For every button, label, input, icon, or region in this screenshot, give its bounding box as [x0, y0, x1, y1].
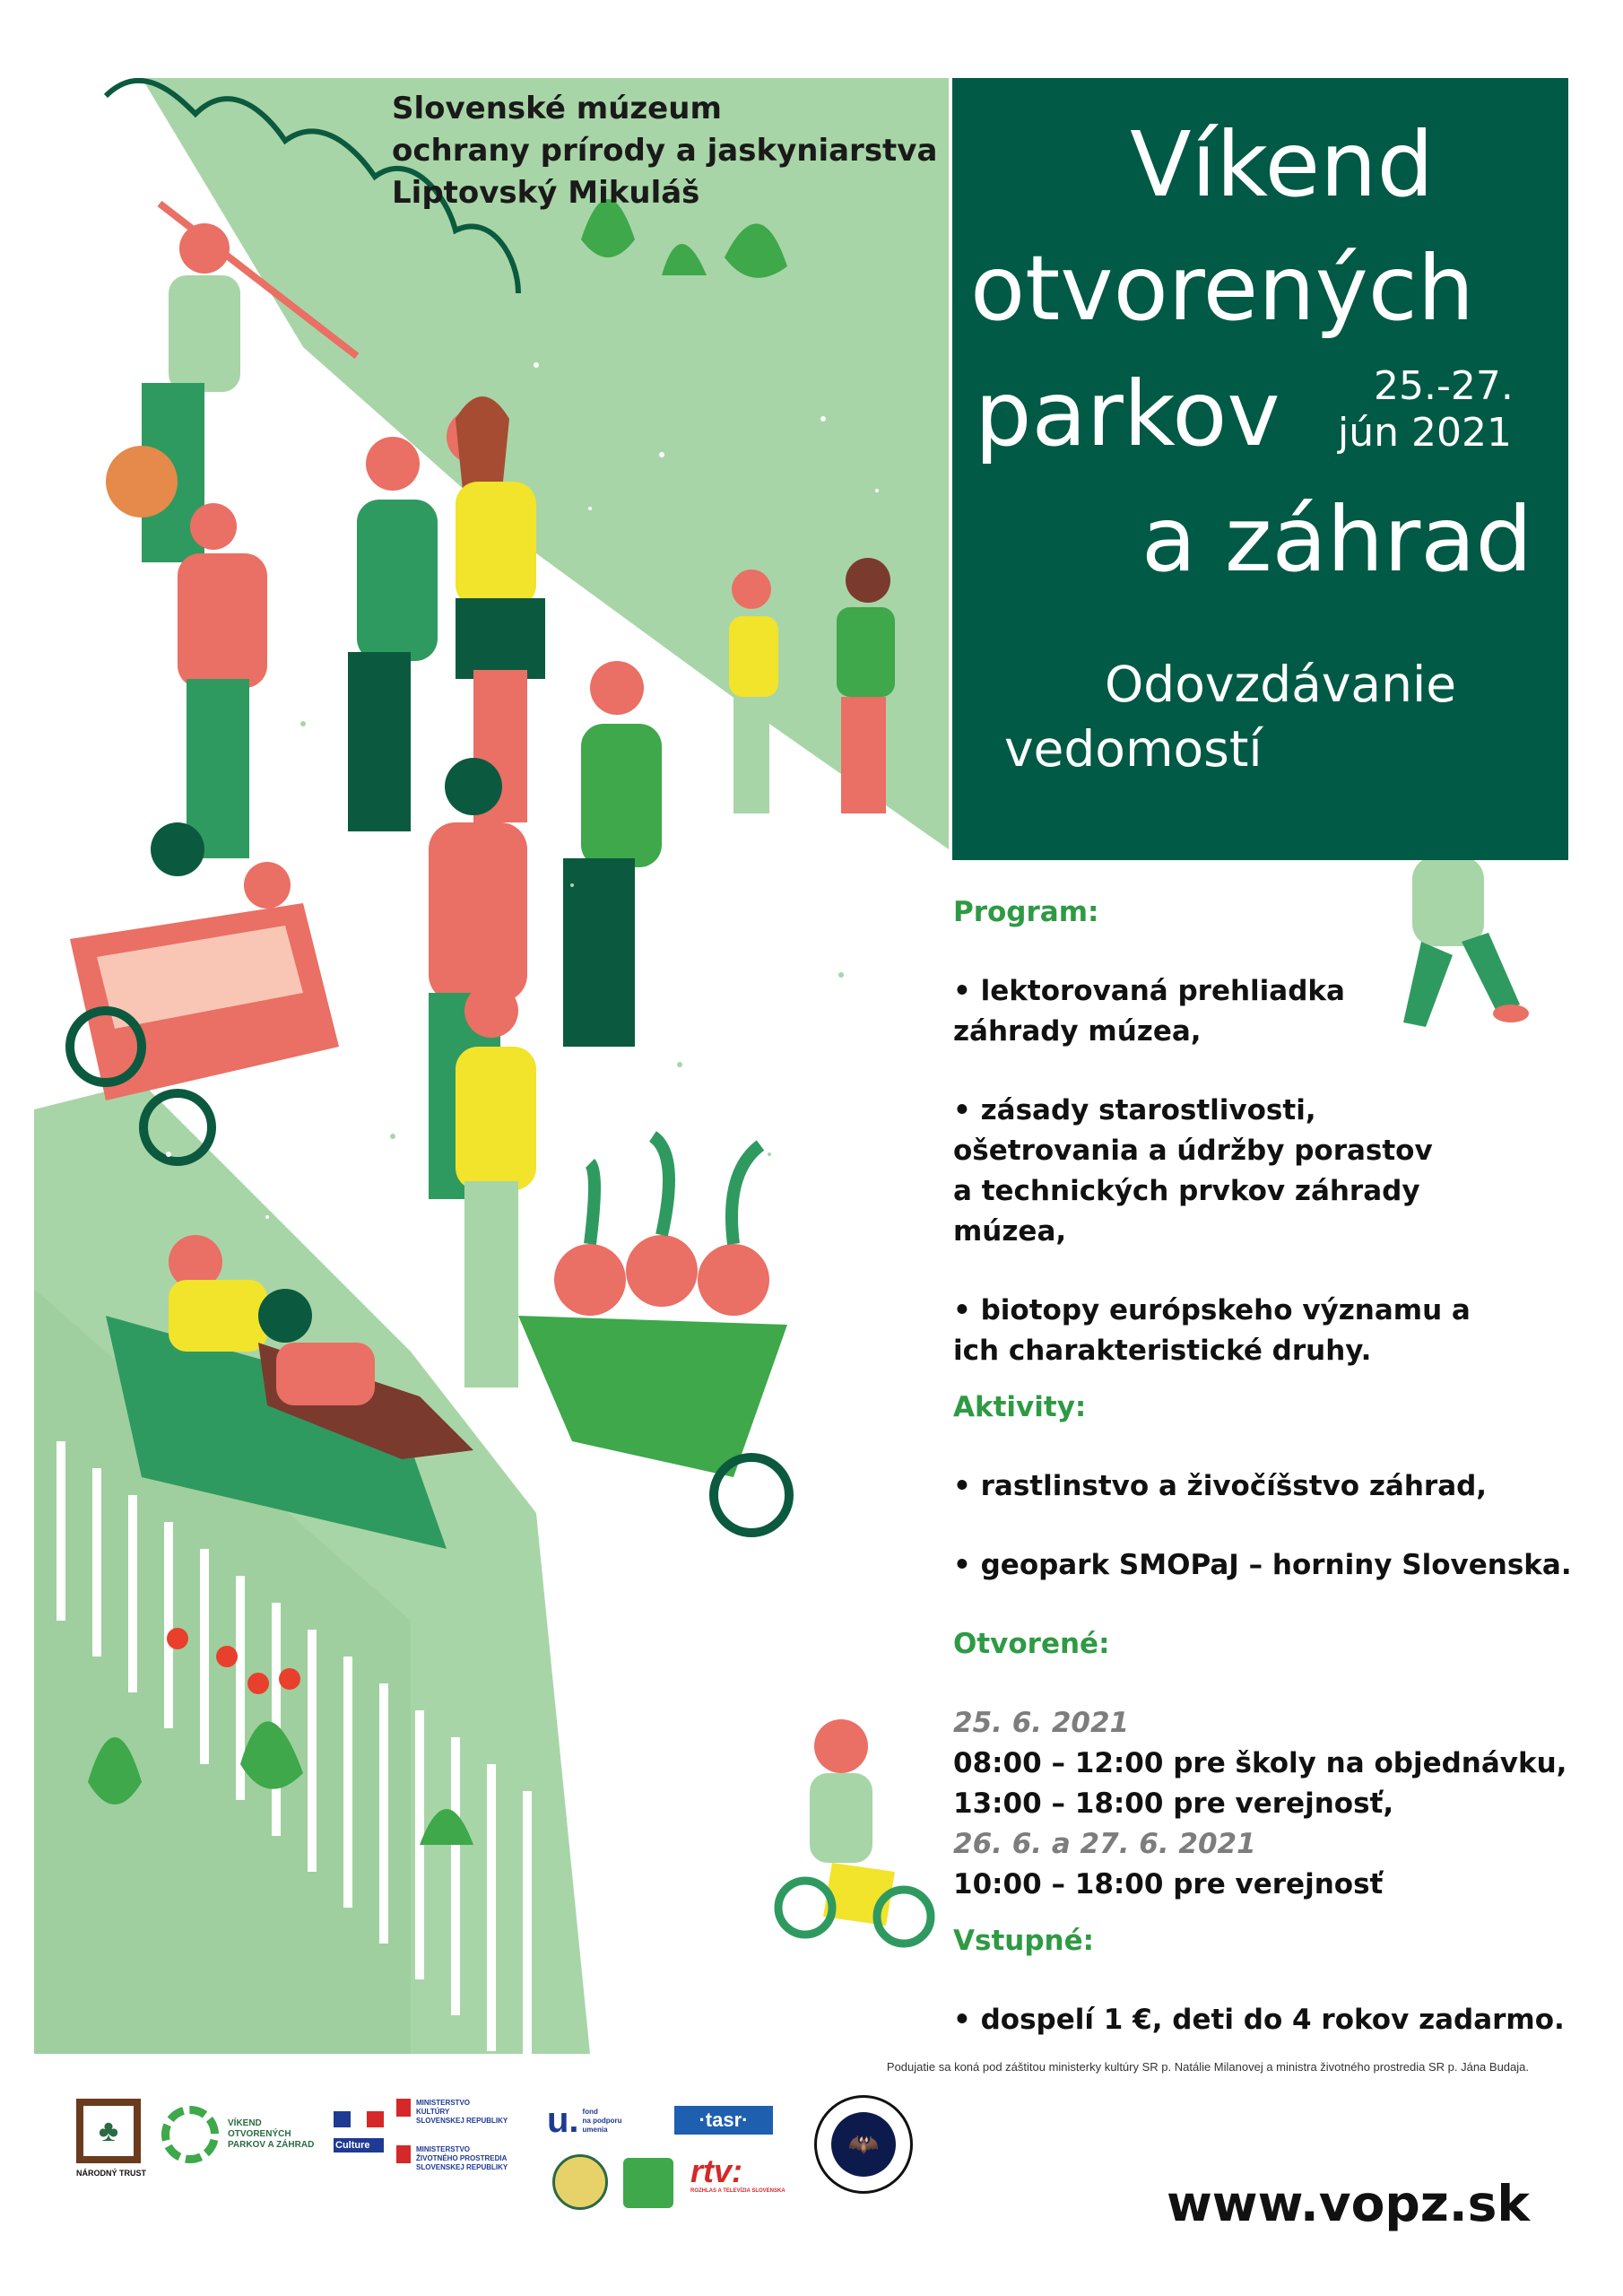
fpu-text-3: umenia [582, 2125, 608, 2134]
french-culture-logo [334, 2111, 384, 2152]
subtitle [1004, 652, 1456, 781]
sponsor-logos [72, 2090, 968, 2206]
vopz-text-1: VÍKEND [228, 2118, 262, 2128]
smopaj-logo [814, 2095, 913, 2194]
opening-date-2: 26. 6. a 27. 6. 2021 [953, 1828, 1256, 1860]
subtitle-line2: vedomostí [1004, 720, 1263, 778]
rtvs-logo [690, 2154, 789, 2194]
rtvs-subtitle: ROZHLAS A TELEVÍZIA SLOVENSKA [690, 2188, 785, 2194]
entry-heading: Vstupné: [953, 1925, 1095, 1957]
patronage-note: Podujatie sa koná pod záštitou ministerky kultúry SR p. Natálie Milanovej a ministra životného prostredia SR p. Jána Budaja. [886, 2060, 1529, 2074]
tasr-logo: ·tasr· [674, 2106, 773, 2135]
event-date-line1: 25.-27. [1374, 363, 1514, 409]
program-item: • lektorovaná prehliadka záhrady múzea, [953, 975, 1345, 1048]
museum-name-line3: Liptovský Mikuláš [392, 175, 700, 211]
bat-icon: 🦇 [831, 2112, 896, 2177]
mk-text-3: SLOVENSKEJ REPUBLIKY [416, 2117, 508, 2125]
opening-time-3: 10:00 – 18:00 pre verejnosť [953, 1868, 1384, 1900]
mk-text-1: MINISTERSTVO [416, 2099, 471, 2107]
garden-illustration [34, 78, 949, 2054]
museum-name [392, 88, 966, 214]
title-box [952, 78, 1568, 860]
sk-coat-of-arms-icon [396, 2099, 411, 2117]
title-line-3: parkov [975, 361, 1280, 466]
activity-item: • geopark SMOPaJ – horniny Slovenska. [953, 1549, 1572, 1581]
fpu-text-1: fond [582, 2107, 598, 2116]
entry-item: • dospelí 1 €, deti do 4 rokov zadarmo. [953, 2004, 1565, 2036]
vopz-logo [161, 2106, 323, 2163]
mzp-text-3: SLOVENSKEJ REPUBLIKY [416, 2163, 508, 2171]
museum-name-line2: ochrany prírody a jaskyniarstva [392, 133, 938, 169]
website-url[interactable]: www.vopz.sk [1166, 2175, 1530, 2232]
title-line-1: Víkend [1130, 112, 1434, 217]
program-item: • biotopy európskeho významu a ich charakteristické druhy. [953, 1294, 1471, 1367]
ministry-logos [396, 2099, 531, 2172]
fpu-logo [547, 2100, 628, 2141]
activity-item: • rastlinstvo a živočíšstvo záhrad, [953, 1470, 1488, 1502]
activities-heading: Aktivity: [953, 1391, 1087, 1423]
trust-label: NÁRODNÝ TRUST [76, 2169, 146, 2178]
opening-time-2: 13:00 – 18:00 pre verejnosť, [953, 1787, 1394, 1820]
garden-scene-svg [34, 78, 949, 2054]
seal-logo-1 [552, 2154, 608, 2210]
program-content [953, 892, 1572, 2040]
subtitle-line1: Odovzdávanie [1105, 656, 1457, 713]
event-date-line2: jún 2021 [1338, 410, 1512, 456]
program-item: • zásady starostlivosti, ošetrovania a údržby porastov a technických prvkov záhrady múzea, [953, 1094, 1433, 1248]
opening-heading: Otvorené: [953, 1628, 1110, 1660]
vopz-text-3: PARKOV A ZÁHRAD [228, 2140, 315, 2150]
opening-time-1: 08:00 – 12:00 pre školy na objednávku, [953, 1747, 1567, 1779]
sk-coat-of-arms-icon [396, 2145, 411, 2163]
vopz-circle-icon [161, 2106, 219, 2163]
mzp-text-2: ŽIVOTNÉHO PROSTREDIA [416, 2154, 508, 2162]
title-line-4: a záhrad [1141, 487, 1532, 592]
program-heading: Program: [953, 896, 1099, 928]
narodny-trust-logo [76, 2099, 148, 2178]
museum-name-line1: Slovenské múzeum [392, 91, 722, 126]
culture-label: Culture [334, 2138, 384, 2152]
title-line-2: otvorených [970, 236, 1475, 341]
mzp-text-1: MINISTERSTVO [416, 2145, 471, 2153]
trust-leaf-icon: ♣ [76, 2099, 141, 2163]
opening-date-1: 25. 6. 2021 [953, 1707, 1130, 1739]
rtvs-text: rtv: [690, 2152, 743, 2189]
fpu-u-icon: u. [547, 2100, 579, 2140]
fpu-text-2: na podporu [582, 2116, 622, 2125]
mk-text-2: KULTÚRY [416, 2108, 450, 2116]
vopz-text-2: OTVORENÝCH [228, 2129, 291, 2139]
flag-fr-icon [334, 2111, 384, 2127]
park-logo [623, 2158, 673, 2208]
event-dates [1338, 363, 1514, 457]
